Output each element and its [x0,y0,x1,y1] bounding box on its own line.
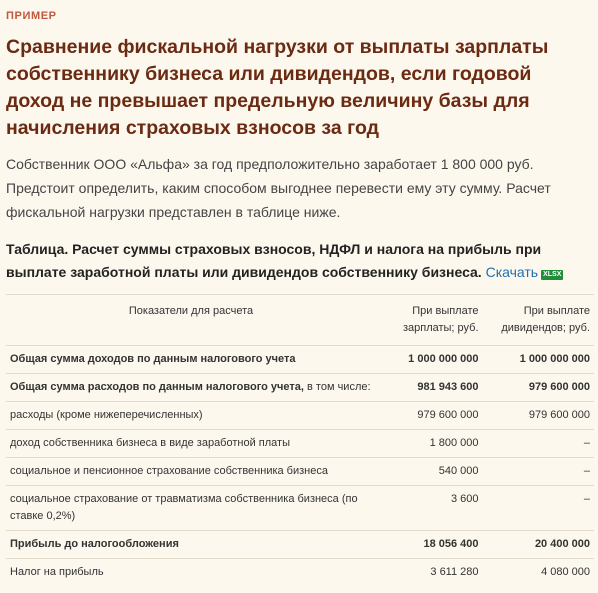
row-label: социальное страхование от травматизма собственника бизнеса (по ставке 0,2%) [6,486,376,531]
dividend-value: – [483,430,594,458]
header-indicators: Показатели для расчета [6,295,376,346]
download-link[interactable]: Скачать [485,264,539,280]
salary-value: 3 600 [376,486,483,531]
calculation-table [6,294,594,586]
row-label: Прибыль до налогообложения [6,531,376,559]
salary-value: 3 611 280 [376,559,483,587]
salary-value: 18 056 400 [376,531,483,559]
table-header-row [6,295,594,346]
dividend-value: 20 400 000 [483,531,594,559]
dividend-value: 979 600 000 [483,402,594,430]
table-row [6,559,594,587]
table-row [6,458,594,486]
dividend-value: 1 000 000 000 [483,346,594,374]
row-label: расходы (кроме нижеперечисленных) [6,402,376,430]
header-dividends: При выплате дивидендов; руб. [483,295,594,346]
xlsx-file-icon[interactable]: XLSX [543,271,562,278]
dividend-value: 979 600 000 [483,374,594,402]
table-row [6,402,594,430]
salary-value: 540 000 [376,458,483,486]
dividend-value: – [483,458,594,486]
table-row [6,374,594,402]
table-row [6,430,594,458]
table-row [6,531,594,559]
dividend-value: 4 080 000 [483,559,594,587]
table-title-text: Таблица. Расчет суммы страховых взносов, НДФЛ и налога на прибыль при выплате заработной платы или дивидендов собственнику бизнеса. [6,241,542,280]
row-label: Общая сумма доходов по данным налогового учета [6,346,376,374]
salary-value: 981 943 600 [376,374,483,402]
salary-value: 979 600 000 [376,402,483,430]
row-label: Налог на прибыль [6,559,376,587]
table-title [6,238,592,284]
row-label: доход собственника бизнеса в виде заработной платы [6,430,376,458]
row-label: Общая сумма расходов по данным налогового учета, [10,381,304,393]
dividend-value: – [483,486,594,531]
header-salary: При выплате зарплаты; руб. [376,295,483,346]
example-label: ПРИМЕР [6,10,57,22]
table-row [6,346,594,374]
row-label: социальное и пенсионное страхование собственника бизнеса [6,458,376,486]
table-row [6,486,594,531]
page-title: Сравнение фискальной нагрузки от выплаты зарплаты собственнику бизнеса или дивидендов, если годовой доход не превышает предельную величину базы для начисления страховых взносов за год [6,36,549,139]
row-label-cell [6,374,376,402]
row-note: в том числе: [303,381,371,393]
intro-paragraph: Собственник ООО «Альфа» за год предположительно заработает 1 800 000 руб. Предстоит определить, каким способом выгоднее перевести ему эту сумму. Расчет фискальной нагрузки представлен в таблице ниже. [6,156,551,220]
salary-value: 1 800 000 [376,430,483,458]
salary-value: 1 000 000 000 [376,346,483,374]
